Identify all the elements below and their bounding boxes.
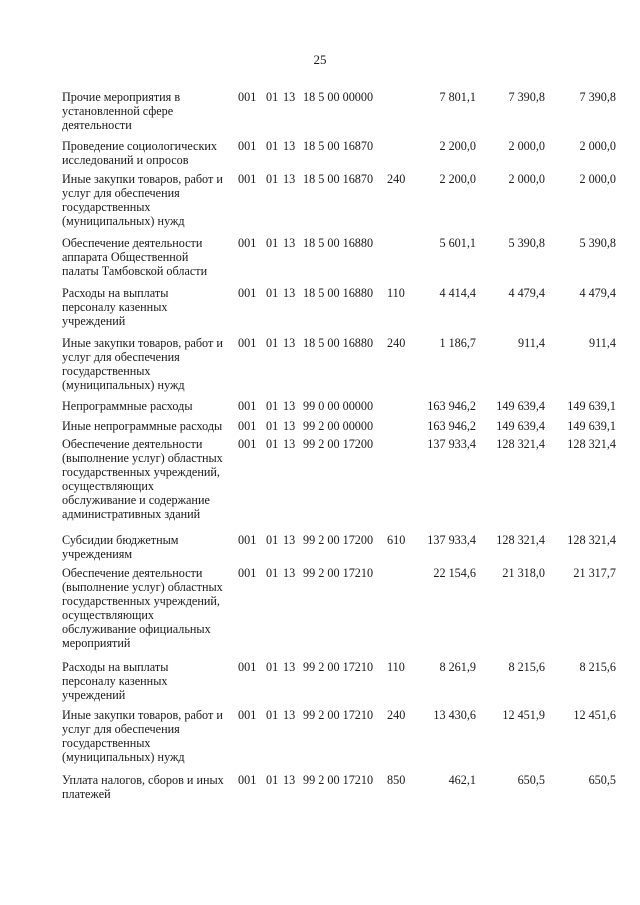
row-csr: 18 5 00 16880 [303, 336, 374, 350]
row-razdel: 01 [266, 437, 279, 451]
row-csr: 99 2 00 17210 [303, 566, 374, 580]
row-csr: 18 5 00 16880 [303, 236, 374, 250]
row-podrazdel: 13 [283, 336, 296, 350]
row-vr: 240 [387, 336, 406, 350]
row-amount-year2: 7 390,8 [508, 90, 545, 104]
row-amount-year2: 12 451,9 [502, 708, 545, 722]
row-amount-year3: 128 321,4 [567, 437, 616, 451]
row-podrazdel: 13 [283, 236, 296, 250]
row-amount-year2: 21 318,0 [502, 566, 545, 580]
row-name: Расходы на выплаты персоналу казенных учреждений [62, 286, 169, 328]
row-csr: 18 5 00 16870 [303, 172, 374, 186]
row-csr: 18 5 00 16870 [303, 139, 374, 153]
row-amount-year3: 149 639,1 [567, 419, 616, 433]
row-name: Проведение социологических исследований и опросов [62, 139, 217, 167]
row-amount-year2: 4 479,4 [508, 286, 545, 300]
row-vedom: 001 [238, 660, 257, 674]
row-razdel: 01 [266, 286, 279, 300]
row-vedom: 001 [238, 708, 257, 722]
row-csr: 18 5 00 16880 [303, 286, 374, 300]
row-razdel: 01 [266, 566, 279, 580]
row-name: Иные закупки товаров, работ и услуг для обеспечения государственных (муниципальных) нужд [62, 172, 223, 228]
row-name: Обеспечение деятельности (выполнение услуг) областных государственных учреждений, осуществляющих обслуживание официальных мероприятий [62, 566, 223, 650]
row-name: Непрограммные расходы [62, 399, 193, 413]
row-vedom: 001 [238, 90, 257, 104]
row-csr: 99 2 00 17200 [303, 533, 374, 547]
row-podrazdel: 13 [283, 437, 296, 451]
row-vr: 850 [387, 773, 406, 787]
row-name: Уплата налогов, сборов и иных платежей [62, 773, 224, 801]
row-razdel: 01 [266, 708, 279, 722]
row-amount-year1: 163 946,2 [427, 399, 476, 413]
row-vedom: 001 [238, 236, 257, 250]
row-csr: 99 0 00 00000 [303, 399, 374, 413]
row-name: Иные закупки товаров, работ и услуг для обеспечения государственных (муниципальных) нужд [62, 336, 223, 392]
row-amount-year3: 8 215,6 [579, 660, 616, 674]
row-vr: 240 [387, 172, 406, 186]
row-amount-year2: 2 000,0 [508, 172, 545, 186]
row-vedom: 001 [238, 399, 257, 413]
row-amount-year3: 7 390,8 [579, 90, 616, 104]
row-csr: 18 5 00 00000 [303, 90, 374, 104]
row-amount-year3: 911,4 [589, 336, 616, 350]
row-name: Иные закупки товаров, работ и услуг для обеспечения государственных (муниципальных) нужд [62, 708, 223, 764]
row-name: Прочие мероприятия в установленной сфере деятельности [62, 90, 181, 132]
row-razdel: 01 [266, 90, 279, 104]
row-amount-year2: 2 000,0 [508, 139, 545, 153]
row-csr: 99 2 00 17200 [303, 437, 374, 451]
row-vr: 610 [387, 533, 406, 547]
row-name: Субсидии бюджетным учреждениям [62, 533, 179, 561]
row-razdel: 01 [266, 172, 279, 186]
row-razdel: 01 [266, 419, 279, 433]
row-amount-year3: 21 317,7 [573, 566, 616, 580]
row-vedom: 001 [238, 566, 257, 580]
row-amount-year2: 149 639,4 [496, 399, 545, 413]
row-name: Расходы на выплаты персоналу казенных учреждений [62, 660, 169, 702]
row-razdel: 01 [266, 773, 279, 787]
row-amount-year2: 911,4 [518, 336, 545, 350]
row-amount-year1: 8 261,9 [439, 660, 476, 674]
row-amount-year3: 650,5 [588, 773, 616, 787]
row-vedom: 001 [238, 139, 257, 153]
row-amount-year1: 2 200,0 [439, 139, 476, 153]
row-csr: 99 2 00 00000 [303, 419, 374, 433]
row-amount-year1: 13 430,6 [433, 708, 476, 722]
row-podrazdel: 13 [283, 566, 296, 580]
row-vr: 110 [387, 286, 405, 300]
row-amount-year2: 5 390,8 [508, 236, 545, 250]
row-podrazdel: 13 [283, 419, 296, 433]
row-amount-year3: 12 451,6 [573, 708, 616, 722]
row-amount-year1: 1 186,7 [439, 336, 476, 350]
row-amount-year3: 2 000,0 [579, 172, 616, 186]
row-csr: 99 2 00 17210 [303, 660, 374, 674]
row-podrazdel: 13 [283, 286, 296, 300]
row-razdel: 01 [266, 660, 279, 674]
row-amount-year3: 128 321,4 [567, 533, 616, 547]
row-podrazdel: 13 [283, 399, 296, 413]
row-amount-year3: 2 000,0 [579, 139, 616, 153]
row-amount-year3: 5 390,8 [579, 236, 616, 250]
row-podrazdel: 13 [283, 773, 296, 787]
row-amount-year2: 128 321,4 [496, 533, 545, 547]
row-amount-year3: 4 479,4 [579, 286, 616, 300]
row-amount-year2: 8 215,6 [508, 660, 545, 674]
row-vedom: 001 [238, 419, 257, 433]
row-razdel: 01 [266, 533, 279, 547]
row-vr: 110 [387, 660, 405, 674]
row-razdel: 01 [266, 336, 279, 350]
row-amount-year1: 5 601,1 [439, 236, 476, 250]
row-podrazdel: 13 [283, 139, 296, 153]
row-vedom: 001 [238, 286, 257, 300]
row-amount-year1: 7 801,1 [439, 90, 476, 104]
row-podrazdel: 13 [283, 708, 296, 722]
row-amount-year1: 462,1 [448, 773, 476, 787]
row-name: Обеспечение деятельности (выполнение услуг) областных государственных учреждений, осуществляющих обслуживание и содержание административных зданий [62, 437, 223, 521]
row-amount-year2: 650,5 [517, 773, 545, 787]
row-podrazdel: 13 [283, 533, 296, 547]
row-csr: 99 2 00 17210 [303, 773, 374, 787]
row-amount-year2: 128 321,4 [496, 437, 545, 451]
row-amount-year1: 22 154,6 [433, 566, 476, 580]
row-vr: 240 [387, 708, 406, 722]
row-amount-year1: 4 414,4 [439, 286, 476, 300]
row-podrazdel: 13 [283, 172, 296, 186]
row-razdel: 01 [266, 139, 279, 153]
row-amount-year1: 2 200,0 [439, 172, 476, 186]
row-razdel: 01 [266, 236, 279, 250]
row-vedom: 001 [238, 773, 257, 787]
row-vedom: 001 [238, 437, 257, 451]
row-amount-year1: 137 933,4 [427, 437, 476, 451]
row-name: Обеспечение деятельности аппарата Общественной палаты Тамбовской области [62, 236, 208, 278]
page-number: 25 [313, 52, 327, 67]
row-amount-year3: 149 639,1 [567, 399, 616, 413]
row-csr: 99 2 00 17210 [303, 708, 374, 722]
row-name: Иные непрограммные расходы [62, 419, 223, 433]
row-razdel: 01 [266, 399, 279, 413]
row-podrazdel: 13 [283, 660, 296, 674]
row-vedom: 001 [238, 336, 257, 350]
row-amount-year2: 149 639,4 [496, 419, 545, 433]
row-podrazdel: 13 [283, 90, 296, 104]
row-amount-year1: 163 946,2 [427, 419, 476, 433]
row-vedom: 001 [238, 172, 257, 186]
row-vedom: 001 [238, 533, 257, 547]
row-amount-year1: 137 933,4 [427, 533, 476, 547]
